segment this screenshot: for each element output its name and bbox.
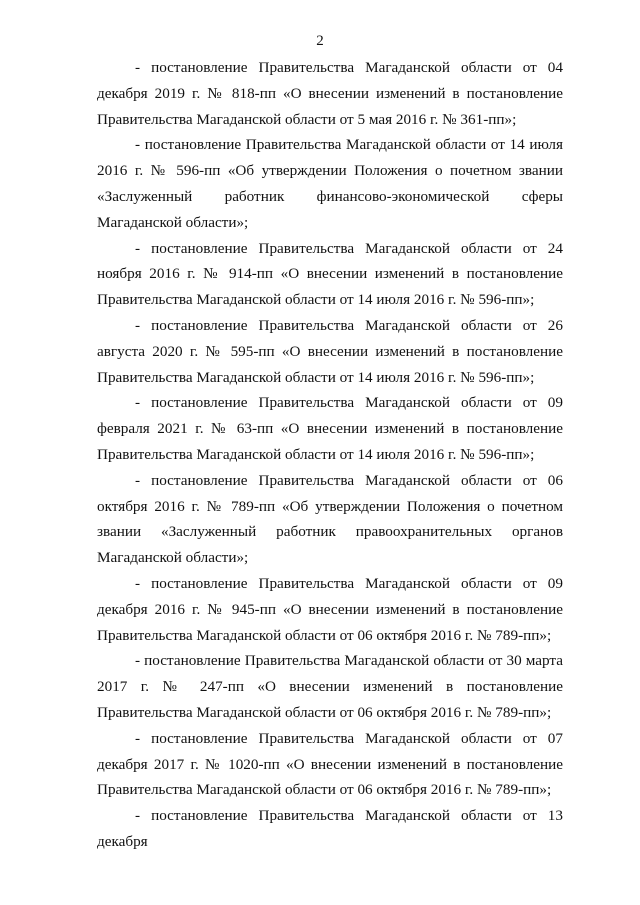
list-item: - постановление Правительства Магаданской области от 06 октября 2016 г. № 789-пп «Об утверждении Положения о почетном звании «Заслуженный работник правоохранительных органов Магаданской области»; [97, 471, 563, 567]
page-number: 2 [316, 33, 324, 49]
list-item: - постановление Правительства Магаданской области от 04 декабря 2019 г. № 818-пп «О внесении изменений в постановление Правительства Магаданской области от 5 мая 2016 г. № 361-пп»; [97, 59, 563, 128]
list-item: - постановление Правительства Магаданской области от 09 февраля 2021 г. № 63-пп «О внесении изменений в постановление Правительства Магаданской области от 14 июля 2016 г. № 596-пп»; [97, 394, 563, 463]
document-body [97, 55, 563, 855]
list-item: - постановление Правительства Магаданской области от 30 марта 2017 г. № 247-пп «О внесении изменений в постановление Правительства Магаданской области от 06 октября 2016 г. № 789-пп»; [97, 652, 563, 721]
list-item: - постановление Правительства Магаданской области от 24 ноября 2016 г. № 914-пп «О внесении изменений в постановление Правительства Магаданской области от 14 июля 2016 г. № 596-пп»; [97, 239, 563, 309]
list-item: - постановление Правительства Магаданской области от 14 июля 2016 г. № 596-пп «Об утверждении Положения о почетном звании «Заслуженный работник финансово-экономической сферы Магаданской области»; [97, 136, 563, 231]
list-item: - постановление Правительства Магаданской области от 13 декабря [97, 807, 563, 850]
list-item: - постановление Правительства Магаданской области от 09 декабря 2016 г. № 945-пп «О внесении изменений в постановление Правительства Магаданской области от 06 октября 2016 г. № 789-пп»; [97, 574, 563, 644]
list-item: - постановление Правительства Магаданской области от 26 августа 2020 г. № 595-пп «О внесении изменений в постановление Правительства Магаданской области от 14 июля 2016 г. № 596-пп»; [97, 316, 563, 386]
list-item: - постановление Правительства Магаданской области от 07 декабря 2017 г. № 1020-пп «О внесении изменений в постановление Правительства Магаданской области от 06 октября 2016 г. № 789-пп»; [97, 729, 563, 799]
